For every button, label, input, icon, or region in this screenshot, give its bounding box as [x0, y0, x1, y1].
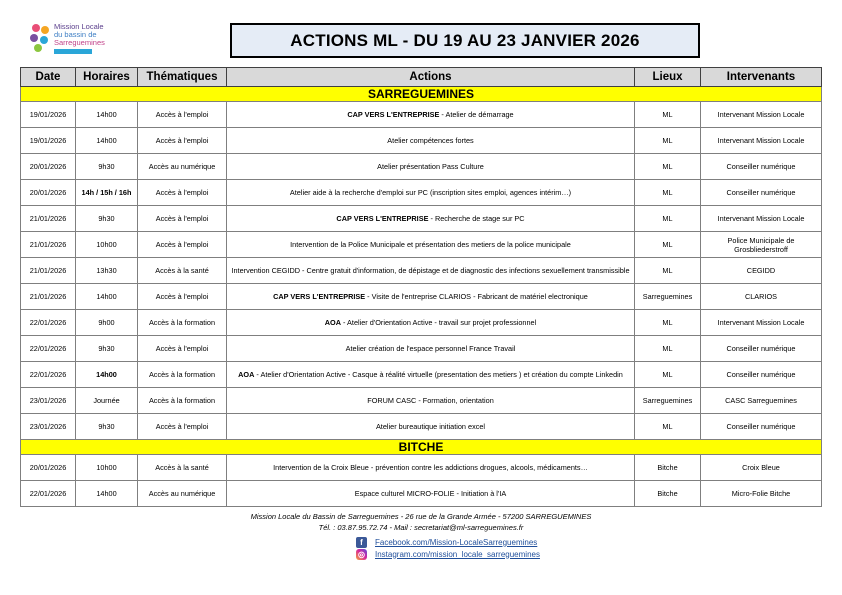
- cell-date: 21/01/2026: [21, 232, 76, 258]
- cell-intervenant: Intervenant Mission Locale: [701, 128, 822, 154]
- cell-date: 22/01/2026: [21, 310, 76, 336]
- table-row: [21, 180, 822, 206]
- cell-action: [227, 258, 635, 284]
- cell-thematique: Accès à la formation: [138, 310, 227, 336]
- section-row: [21, 440, 822, 455]
- cell-date: 20/01/2026: [21, 154, 76, 180]
- cell-thematique: Accès à l'emploi: [138, 180, 227, 206]
- cell-horaire: 9h00: [76, 310, 138, 336]
- table-row: [21, 128, 822, 154]
- cell-intervenant: Intervenant Mission Locale: [701, 310, 822, 336]
- footer-address: Mission Locale du Bassin de Sarreguemines - 26 rue de la Grande Armée - 57200 SARREGUEMINES: [250, 512, 592, 521]
- cell-horaire: 14h00: [76, 102, 138, 128]
- action-text: - Visite de l'entreprise CLARIOS - Fabricant de matériel electronique: [365, 292, 588, 301]
- table-row: [21, 258, 822, 284]
- table-row: [21, 232, 822, 258]
- action-text: Atelier bureautique initiation excel: [375, 422, 486, 431]
- cell-intervenant: Conseiller numérique: [701, 180, 822, 206]
- facebook-link-text[interactable]: Facebook.com/Mission-LocaleSarreguemines: [375, 537, 538, 547]
- cell-action: [227, 362, 635, 388]
- cell-horaire: 9h30: [76, 336, 138, 362]
- action-text: Espace culturel MICRO-FOLIE - Initiation à l'IA: [354, 489, 507, 498]
- cell-intervenant: Conseiller numérique: [701, 154, 822, 180]
- cell-horaire: 13h30: [76, 258, 138, 284]
- cell-intervenant: Micro-Folie Bitche: [701, 481, 822, 507]
- cell-thematique: Accès à l'emploi: [138, 284, 227, 310]
- action-highlight: AOA: [238, 370, 255, 379]
- cell-date: 21/01/2026: [21, 258, 76, 284]
- table-row: [21, 455, 822, 481]
- table-row: [21, 362, 822, 388]
- header-intervenants: Intervenants: [701, 68, 822, 87]
- table-row: [21, 310, 822, 336]
- cell-thematique: Accès à la formation: [138, 388, 227, 414]
- cell-thematique: Accès à la santé: [138, 258, 227, 284]
- cell-thematique: Accès à l'emploi: [138, 232, 227, 258]
- action-highlight: CAP VERS L'ENTREPRISE: [273, 292, 366, 301]
- cell-intervenant: Intervenant Mission Locale: [701, 102, 822, 128]
- table-header-row: [21, 68, 822, 87]
- cell-date: 19/01/2026: [21, 102, 76, 128]
- action-text: Intervention de la Police Municipale et présentation des metiers de la police municipale: [290, 240, 571, 249]
- cell-lieu: ML: [635, 362, 701, 388]
- header-date: Date: [21, 68, 76, 87]
- footer: [0, 511, 842, 533]
- mission-locale-logo: [30, 22, 140, 56]
- cell-intervenant: Conseiller numérique: [701, 414, 822, 440]
- logo-text: [54, 23, 105, 47]
- header-actions: Actions: [227, 68, 635, 87]
- page-title: ACTIONS ML - DU 19 AU 23 JANVIER 2026: [290, 30, 640, 50]
- logo-badge: [54, 49, 92, 54]
- cell-lieu: ML: [635, 180, 701, 206]
- action-text: Intervention de la Croix Bleue - prévention contre les addictions drogues, alcools, médicaments…: [273, 463, 588, 472]
- cell-intervenant: Intervenant Mission Locale: [701, 206, 822, 232]
- cell-intervenant: CASC Sarreguemines: [701, 388, 822, 414]
- cell-lieu: Sarreguemines: [635, 284, 701, 310]
- cell-lieu: ML: [635, 310, 701, 336]
- table-row: [21, 336, 822, 362]
- cell-intervenant: Conseiller numérique: [701, 336, 822, 362]
- action-text: - Atelier d'Orientation Active - travail sur projet professionnel: [340, 318, 537, 327]
- cell-action: [227, 128, 635, 154]
- actions-table: [20, 67, 822, 507]
- facebook-icon: f: [356, 537, 367, 548]
- action-highlight: CAP VERS L'ENTREPRISE: [347, 110, 440, 119]
- cell-horaire: 14h00: [76, 481, 138, 507]
- action-text: - Atelier d'Orientation Active - Casque à réalité virtuelle (presentation des metiers ) et création du compte Linkedin: [254, 370, 623, 379]
- table-row: [21, 388, 822, 414]
- cell-lieu: ML: [635, 232, 701, 258]
- action-text: Atelier présentation Pass Culture: [377, 162, 484, 171]
- cell-horaire: 10h00: [76, 455, 138, 481]
- action-highlight: CAP VERS L'ENTREPRISE: [336, 214, 429, 223]
- header-lieux: Lieux: [635, 68, 701, 87]
- cell-action: [227, 481, 635, 507]
- cell-action: [227, 154, 635, 180]
- instagram-link[interactable]: [356, 548, 576, 560]
- title-box: [230, 23, 700, 58]
- header-horaires: Horaires: [76, 68, 138, 87]
- instagram-icon: ◎: [356, 549, 367, 560]
- cell-lieu: Bitche: [635, 481, 701, 507]
- cell-horaire: 9h30: [76, 206, 138, 232]
- cell-action: [227, 180, 635, 206]
- cell-horaire: 10h00: [76, 232, 138, 258]
- action-text: Atelier création de l'espace personnel France Travail: [345, 344, 516, 353]
- cell-action: [227, 102, 635, 128]
- cell-date: 21/01/2026: [21, 206, 76, 232]
- cell-horaire: 14h00: [76, 128, 138, 154]
- section-title: BITCHE: [21, 440, 822, 455]
- cell-thematique: Accès à la santé: [138, 455, 227, 481]
- cell-horaire: 14h00: [76, 362, 138, 388]
- table-row: [21, 206, 822, 232]
- cell-date: 22/01/2026: [21, 336, 76, 362]
- instagram-link-text[interactable]: Instagram.com/mission_locale_sarreguemines: [375, 549, 540, 559]
- action-text: FORUM CASC - Formation, orientation: [367, 396, 494, 405]
- cell-date: 19/01/2026: [21, 128, 76, 154]
- cell-action: [227, 206, 635, 232]
- cell-horaire: 9h30: [76, 414, 138, 440]
- cell-date: 23/01/2026: [21, 414, 76, 440]
- cell-horaire: Journée: [76, 388, 138, 414]
- table-row: [21, 414, 822, 440]
- cell-action: [227, 388, 635, 414]
- cell-lieu: ML: [635, 206, 701, 232]
- footer-contact: Tél. : 03.87.95.72.74 - Mail : secretariat@ml-sarreguemines.fr: [318, 523, 524, 532]
- cell-action: [227, 455, 635, 481]
- cell-thematique: Accès à la formation: [138, 362, 227, 388]
- cell-date: 20/01/2026: [21, 180, 76, 206]
- table-row: [21, 481, 822, 507]
- cell-intervenant: CEGIDD: [701, 258, 822, 284]
- table-row: [21, 154, 822, 180]
- header-thematiques: Thématiques: [138, 68, 227, 87]
- logo-line-3: Sarreguemines: [54, 38, 105, 47]
- cell-lieu: ML: [635, 102, 701, 128]
- cell-lieu: ML: [635, 128, 701, 154]
- cell-intervenant: Police Municipale de Grosbliederstroff: [701, 232, 822, 258]
- ml-logo-dots-icon: [30, 24, 52, 54]
- cell-intervenant: CLARIOS: [701, 284, 822, 310]
- cell-action: [227, 232, 635, 258]
- section-row: [21, 87, 822, 102]
- action-text: Atelier compétences fortes: [387, 136, 474, 145]
- cell-thematique: Accès au numérique: [138, 154, 227, 180]
- cell-thematique: Accès à l'emploi: [138, 102, 227, 128]
- cell-date: 23/01/2026: [21, 388, 76, 414]
- cell-horaire: 14h / 15h / 16h: [76, 180, 138, 206]
- cell-horaire: 9h30: [76, 154, 138, 180]
- cell-date: 22/01/2026: [21, 481, 76, 507]
- cell-thematique: Accès au numérique: [138, 481, 227, 507]
- cell-thematique: Accès à l'emploi: [138, 336, 227, 362]
- logo-line-2: du bassin de: [54, 30, 97, 39]
- action-highlight: AOA: [324, 318, 341, 327]
- cell-action: [227, 336, 635, 362]
- action-text: Atelier aide à la recherche d'emploi sur PC (inscription sites emploi, agences intérim…): [289, 188, 572, 197]
- cell-lieu: Sarreguemines: [635, 388, 701, 414]
- cell-thematique: Accès à l'emploi: [138, 414, 227, 440]
- cell-thematique: Accès à l'emploi: [138, 206, 227, 232]
- logo-line-1: Mission Locale: [54, 22, 104, 31]
- cell-date: 22/01/2026: [21, 362, 76, 388]
- cell-action: [227, 414, 635, 440]
- cell-date: 21/01/2026: [21, 284, 76, 310]
- facebook-link[interactable]: [356, 536, 576, 548]
- cell-date: 20/01/2026: [21, 455, 76, 481]
- cell-lieu: Bitche: [635, 455, 701, 481]
- cell-lieu: ML: [635, 258, 701, 284]
- cell-action: [227, 284, 635, 310]
- cell-intervenant: Conseiller numérique: [701, 362, 822, 388]
- table-row: [21, 102, 822, 128]
- cell-action: [227, 310, 635, 336]
- table-row: [21, 284, 822, 310]
- cell-lieu: ML: [635, 336, 701, 362]
- cell-horaire: 14h00: [76, 284, 138, 310]
- cell-lieu: ML: [635, 414, 701, 440]
- cell-lieu: ML: [635, 154, 701, 180]
- cell-thematique: Accès à l'emploi: [138, 128, 227, 154]
- section-title: SARREGUEMINES: [21, 87, 822, 102]
- action-text: - Atelier de démarrage: [439, 110, 514, 119]
- action-text: - Recherche de stage sur PC: [428, 214, 525, 223]
- cell-intervenant: Croix Bleue: [701, 455, 822, 481]
- action-text: Intervention CEGIDD - Centre gratuit d'information, de dépistage et de diagnostic des infections sexuellement transmissible: [231, 266, 630, 275]
